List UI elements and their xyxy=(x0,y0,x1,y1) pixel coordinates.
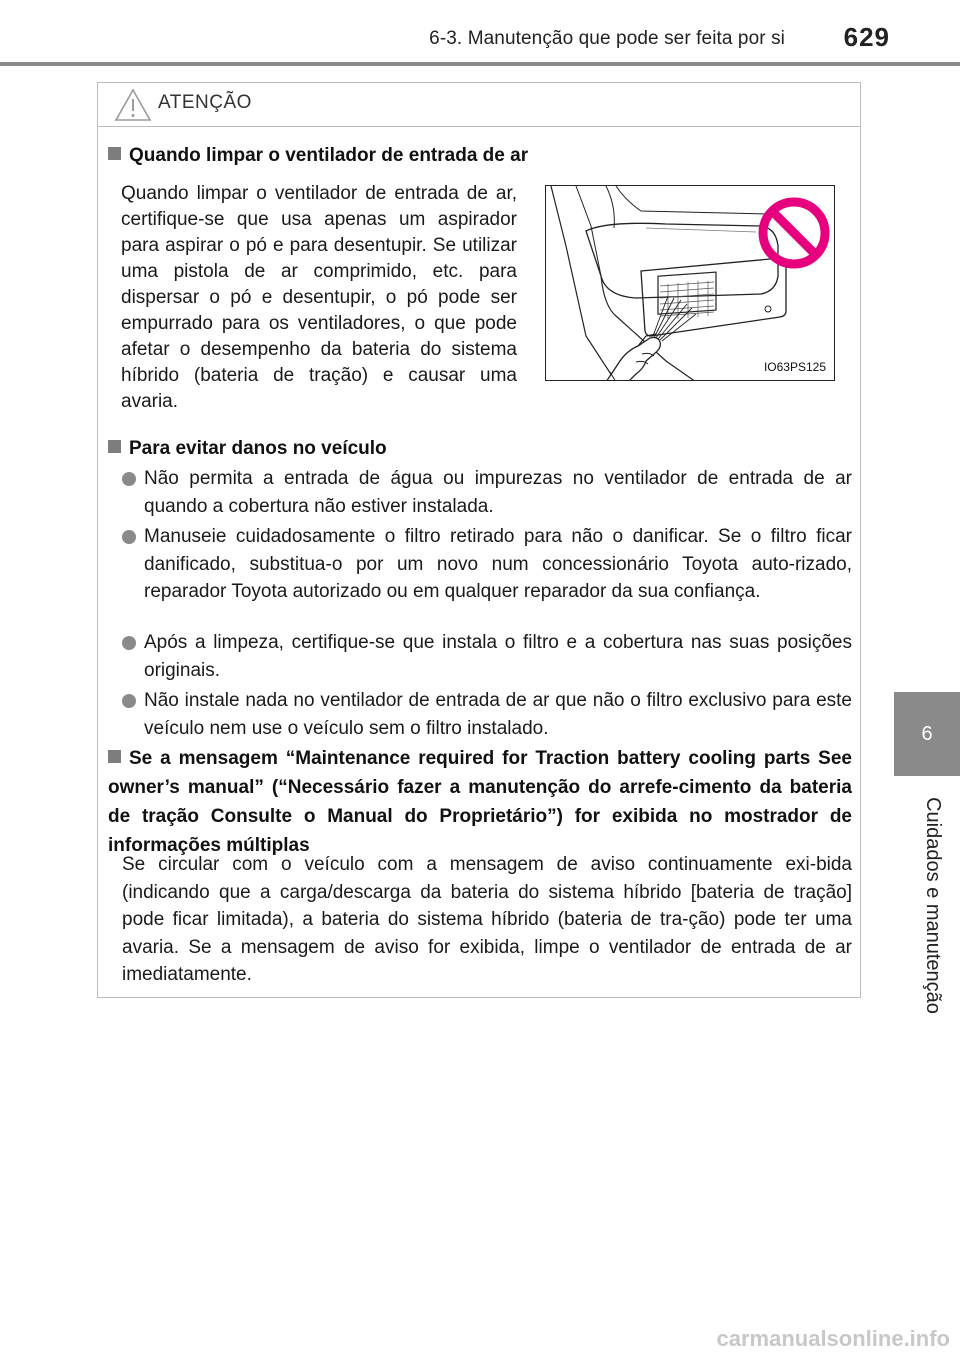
warning-triangle-icon xyxy=(114,88,152,122)
chapter-tab xyxy=(894,692,960,776)
list-item-text: Manuseie cuidadosamente o filtro retirado para não o danificar. Se o filtro ficar danificado, substitua-o por um novo num concessionário Toyota auto-rizado, reparador Toyota autorizado ou em qualquer reparador da sua confiança. xyxy=(144,526,852,602)
list-item xyxy=(120,465,852,520)
square-bullet-icon xyxy=(108,750,121,763)
list-item-text: Após a limpeza, certifique-se que instala o filtro e a cobertura nas suas posições originais. xyxy=(144,632,852,681)
circle-bullet-icon xyxy=(122,530,136,544)
prohibited-icon xyxy=(757,196,831,270)
chapter-title: Cuidados e manutenção xyxy=(921,796,944,1014)
header-rule xyxy=(0,62,960,66)
section-heading-text: Quando limpar o ventilador de entrada de ar xyxy=(129,145,529,166)
figure-code: IO63PS125 xyxy=(763,360,826,374)
circle-bullet-icon xyxy=(122,472,136,486)
list-item xyxy=(120,629,852,684)
section-heading-text: Para evitar danos no veículo xyxy=(129,438,387,459)
list-item xyxy=(120,523,852,606)
section-heading xyxy=(108,744,852,860)
page-number: 629 xyxy=(843,22,890,52)
list-item-text: Não permita a entrada de água ou impurezas no ventilador de entrada de ar quando a cobertura não estiver instalada. xyxy=(144,468,852,517)
header-section-title: 6-3. Manutenção que pode ser feita por si xyxy=(429,28,785,49)
illustration-figure xyxy=(545,185,835,381)
chapter-number: 6 xyxy=(921,722,933,745)
section-heading-text: Se a mensagem “Maintenance required for Traction battery cooling parts See owner’s manual” (“Necessário fazer a manutenção do arrefe-cimento da bateria de tração Consulte o Manual do Proprietário”) for exibida no mostrador de informações múltiplas xyxy=(108,748,852,856)
square-bullet-icon xyxy=(108,147,121,160)
list-item xyxy=(120,687,852,742)
section-paragraph: Quando limpar o ventilador de entrada de ar, certifique-se que usa apenas um aspirador para aspirar o pó e para desentupir. Se utilizar uma pistola de ar comprimido, etc. para dispersar o pó e desentupir, o pó pode ser empurrado para os ventiladores, o que pode afetar o desempenho da bateria do sistema híbrido (bateria de tração) e causar uma avaria. xyxy=(121,183,517,412)
watermark: carmanualsonline.info xyxy=(716,1326,950,1351)
section-paragraph: Se circular com o veículo com a mensagem de aviso continuamente exi-bida (indicando que a carga/descarga da bateria do sistema híbrido [bateria de tração] pode ficar limitada), a bateria do sistema híbrido (bateria de tra-ção) pode ter uma avaria. Se a mensagem de aviso for exibida, limpe o ventilador de entrada de ar imediatamente. xyxy=(122,854,852,985)
square-bullet-icon xyxy=(108,440,121,453)
chapter-label xyxy=(907,790,957,1020)
warning-label: ATENÇÃO xyxy=(158,92,252,113)
circle-bullet-icon xyxy=(122,694,136,708)
circle-bullet-icon xyxy=(122,636,136,650)
warning-header xyxy=(98,83,860,127)
section-heading xyxy=(108,141,852,170)
section-heading xyxy=(108,434,852,463)
list-item-text: Não instale nada no ventilador de entrada de ar que não o filtro exclusivo para este veículo nem use o veículo sem o filtro instalado. xyxy=(144,690,852,739)
